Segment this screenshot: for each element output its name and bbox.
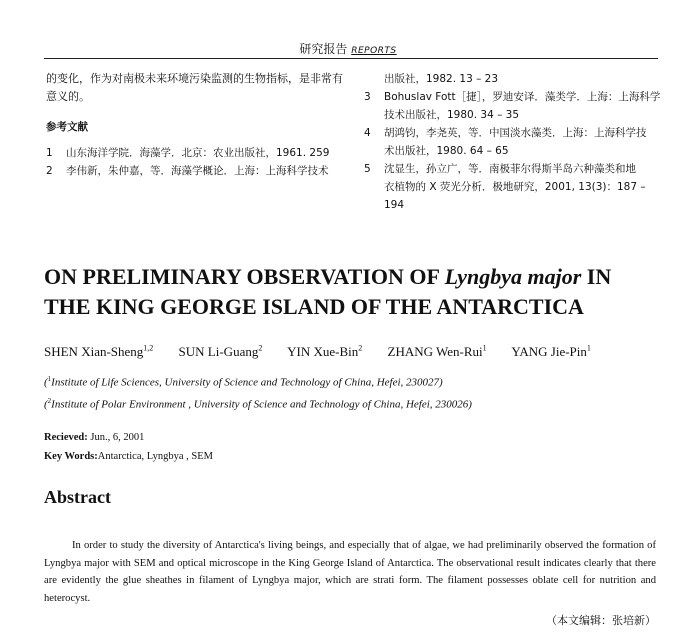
author-name: YANG Jie-Pin: [511, 344, 587, 360]
reference-item: [46, 162, 346, 180]
affiliation-text: Institute of Polar Environment , University of Science and Technology of China, Hefei, 230026): [51, 398, 472, 411]
affiliation: ($^1$Institute of Life Sciences, University of Science and Technology of China, Hefei, 230027): [44, 375, 443, 389]
reference-number: 1: [46, 147, 53, 159]
reference-number: 5: [364, 163, 371, 175]
received-value: Jun., 6, 2001: [87, 432, 145, 443]
keywords-value: Antarctica, Lyngbya , SEM: [97, 451, 213, 462]
keywords: [44, 451, 664, 462]
author-affiliation-mark: 1: [482, 344, 487, 353]
affiliation-text: Institute of Life Sciences, University of Science and Technology of China, Hefei, 230027): [51, 376, 443, 389]
right-column: [364, 70, 664, 214]
author-affiliation-mark: 1,2: [143, 344, 154, 353]
author-name: ZHANG Wen-Rui: [387, 344, 483, 360]
author: [44, 344, 153, 359]
reference-number: 4: [364, 127, 371, 139]
keywords-label: Key Words:: [44, 451, 98, 462]
author-affiliation-mark: 1: [586, 344, 591, 353]
reference-text: [384, 124, 664, 160]
reference-item: [364, 160, 664, 214]
author: [388, 344, 487, 359]
author-name: SHEN Xian-Sheng: [44, 344, 144, 360]
reference-item: [46, 144, 346, 162]
received-label: Recieved:: [44, 432, 88, 443]
author-list: [44, 344, 664, 360]
reference-number: 2: [46, 165, 53, 177]
author: [511, 344, 590, 359]
author: [287, 344, 362, 359]
reference-line: 胡鸿钧，李尧英，等．中国淡水藻类．上海：上海科学技: [384, 127, 647, 139]
abstract-heading: Abstract: [44, 487, 111, 507]
references-heading: 参考文献: [46, 121, 88, 133]
paper-title: [44, 262, 664, 322]
reference-text: [384, 88, 664, 124]
affiliation-mark: 2: [47, 397, 52, 405]
affiliation-mark: 1: [47, 375, 52, 383]
author-affiliation-mark: 2: [358, 344, 363, 353]
author-affiliation-mark: 2: [258, 344, 263, 353]
header-rule: [44, 58, 658, 59]
paragraph-end: 的变化，作为对南极未来环境污染监测的生物指标，是非常有意义的。: [46, 72, 343, 103]
title-line-2: THE KING GEORGE ISLAND OF THE ANTARCTICA: [44, 294, 584, 319]
reference-line: Bohuslav Fott［捷］，罗迪安译．藻类学．上海：上海科学: [384, 91, 661, 103]
abstract-text: In order to study the diversity of Antarctica's living beings, and especially that of algae, we had preliminarily observed the formation of Lyngbya major with SEM and optical microscope in the King George Island of Antarctica. The observational result indicates clearly that there are evidently the glue sheathes in filament of Lyngbya major, which are strati form. The filament possesses oblate cell for nutrition and heterocyst.: [44, 540, 656, 604]
reference-number: 3: [364, 91, 371, 103]
running-header: [0, 40, 696, 57]
reference-line: 术出版社，1980. 64 – 65: [384, 145, 509, 157]
author-name: YIN Xue-Bin: [287, 344, 359, 360]
reference-text: [384, 160, 664, 214]
author-name: SUN Li-Guang: [178, 344, 259, 360]
received-date: [44, 432, 664, 443]
title-species: Lyngbya major: [444, 264, 582, 289]
title-part-1: ON PRELIMINARY OBSERVATION OF: [44, 264, 445, 289]
section-label-en: REPORTS: [351, 46, 397, 56]
reference-line: 衣植物的 X 荧光分析．极地研究，2001, 13(3)：187 – 194: [384, 181, 646, 211]
title-line-1: [44, 262, 664, 292]
reference-continuation: 出版社，1982. 13 – 23: [384, 73, 499, 85]
reference-text: 李伟新，朱仲嘉，等．海藻学概论．上海：上海科学技术: [66, 165, 329, 177]
title-part-2: IN: [581, 264, 612, 289]
left-column: [46, 70, 346, 180]
reference-text: 山东海洋学院．海藻学．北京：农业出版社，1961. 259: [66, 147, 330, 159]
reference-item: [364, 124, 664, 160]
editor-note: （本文编辑：张培新）: [546, 614, 656, 627]
reference-line: 沈显生，孙立广，等．南极菲尔得斯半岛六种藻类和地: [384, 163, 636, 175]
reference-line: 技术出版社，1980. 34 – 35: [384, 109, 520, 121]
reference-item: [364, 88, 664, 124]
author: [179, 344, 263, 359]
affiliation: ($^2$Institute of Polar Environment , University of Science and Technology of China, Hefei, 230026): [44, 397, 472, 411]
section-label-cn: 研究报告: [299, 42, 348, 56]
